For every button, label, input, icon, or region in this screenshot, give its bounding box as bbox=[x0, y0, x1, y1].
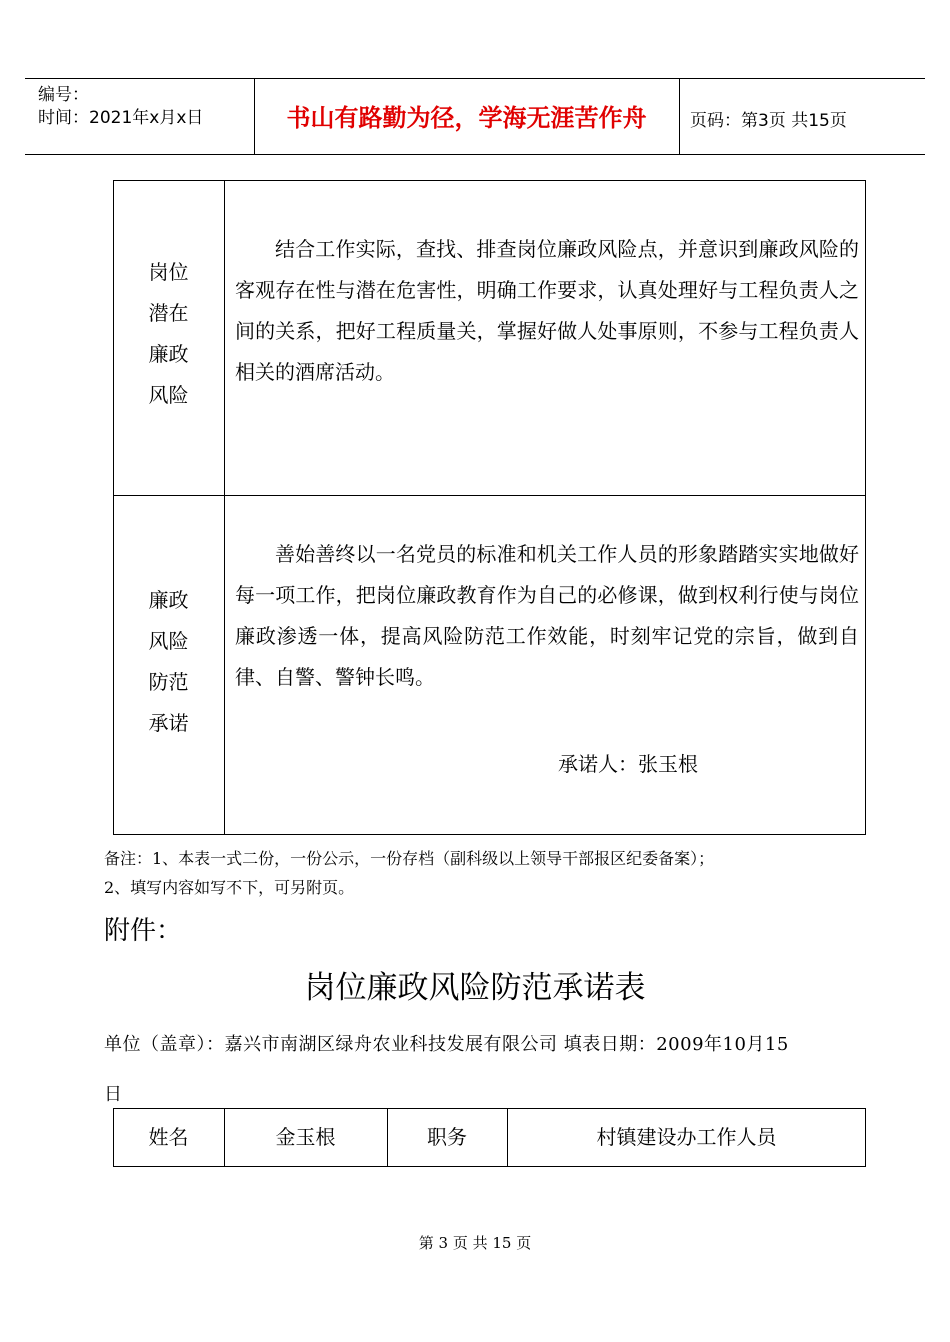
note-line-1: 备注：1、本表一式二份，一份公示，一份存档（副科级以上领导干部报区纪委备案）； bbox=[104, 849, 715, 868]
attachment-label: 附件： bbox=[104, 916, 183, 946]
form-title: 岗位廉政风险防范承诺表 bbox=[304, 970, 646, 1006]
label-line: 廉政 bbox=[148, 342, 189, 366]
risk-row-text: 结合工作实际，查找、排查岗位廉政风险点，并意识到廉政风险的客观存在性与潜在危害性，明确工作要求，认真处理好与工程负责人之间的关系，把好工程质量关，掌握好做人处事原则，不参与工程负责人相关的酒席活动。 bbox=[235, 237, 859, 384]
unit-info-line-continued: 日 bbox=[104, 1084, 122, 1105]
header-motto: 书山有路勤为径，学海无涯苦作舟 bbox=[286, 104, 647, 132]
header-divider bbox=[679, 78, 680, 155]
risk-row-label bbox=[113, 252, 224, 416]
note-line-2: 2、填写内容如写不下，可另附页。 bbox=[104, 878, 355, 897]
header-time-label: 时间：2021年x月x日 bbox=[38, 108, 204, 128]
header-top-rule bbox=[25, 78, 925, 79]
risk-table-divider bbox=[224, 180, 225, 835]
position-label: 职务 bbox=[427, 1125, 467, 1149]
label-line: 承诺 bbox=[148, 711, 189, 735]
label-line: 防范 bbox=[148, 670, 189, 694]
label-line: 廉政 bbox=[148, 588, 189, 612]
commitment-row-label bbox=[113, 580, 224, 744]
label-line: 岗位 bbox=[148, 260, 189, 284]
label-line: 风险 bbox=[148, 629, 189, 653]
promisor-signature: 承诺人：张玉根 bbox=[558, 752, 698, 776]
unit-info-line: 单位（盖章）：嘉兴市南湖区绿舟农业科技发展有限公司 填表日期：2009年10月15 bbox=[104, 1034, 789, 1055]
label-line: 风险 bbox=[148, 383, 189, 407]
header-page-info: 页码：第3页 共15页 bbox=[690, 111, 847, 131]
header-code-label: 编号： bbox=[38, 85, 89, 105]
label-line: 潜在 bbox=[148, 301, 189, 325]
page-footer: 第 3 页 共 15 页 bbox=[418, 1234, 532, 1252]
commitment-row-text: 善始善终以一名党员的标准和机关工作人员的形象踏踏实实地做好每一项工作，把岗位廉政教育作为自己的必修课，做到权利行使与岗位廉政渗透一体，提高风险防范工作效能，时刻牢记党的宗旨，做到自律、自警、警钟长鸣。 bbox=[235, 542, 859, 689]
header-bottom-rule bbox=[25, 154, 925, 155]
name-value: 金玉根 bbox=[275, 1125, 336, 1149]
name-label: 姓名 bbox=[148, 1125, 189, 1149]
risk-table-row-divider bbox=[113, 495, 866, 496]
position-value: 村镇建设办工作人员 bbox=[596, 1125, 777, 1149]
